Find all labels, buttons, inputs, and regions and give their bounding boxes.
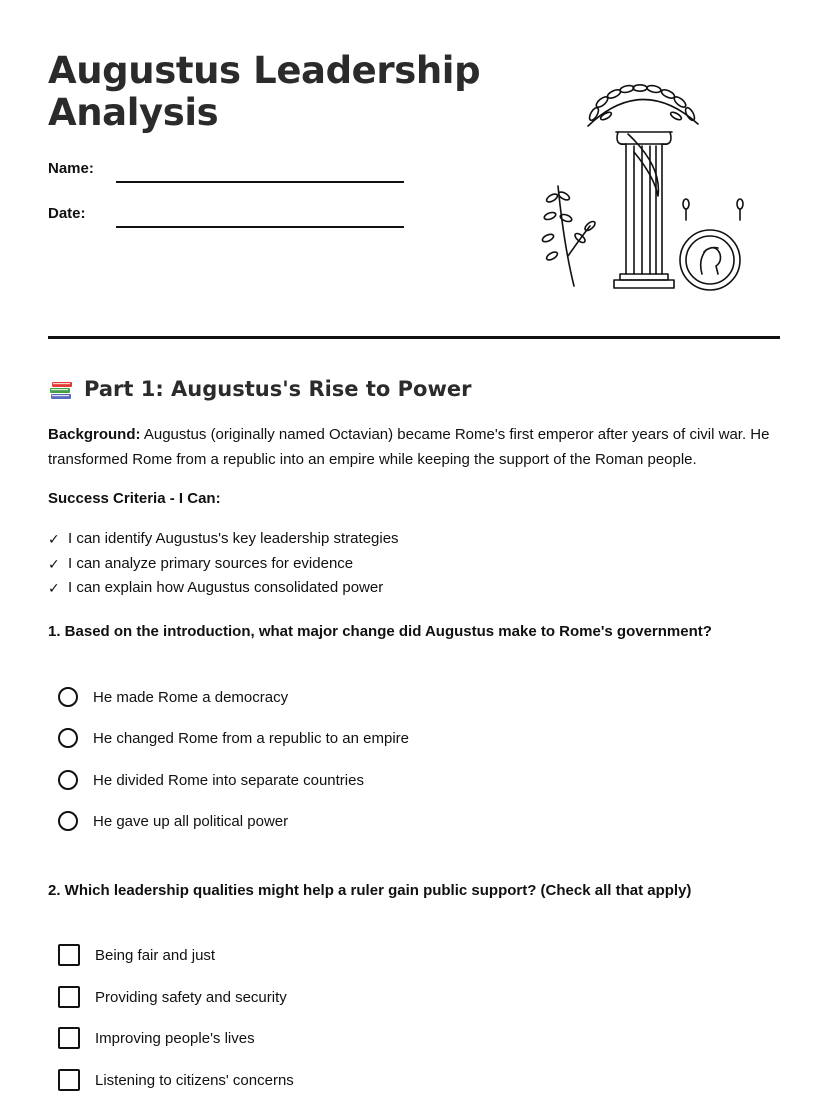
name-field[interactable] bbox=[116, 181, 404, 183]
criteria-item bbox=[48, 576, 399, 601]
books-icon bbox=[48, 376, 74, 402]
checkbox[interactable] bbox=[58, 986, 80, 1008]
checkbox[interactable] bbox=[58, 1069, 80, 1091]
option-label: He gave up all political power bbox=[93, 812, 289, 830]
radio-button[interactable] bbox=[58, 811, 78, 831]
background-paragraph bbox=[48, 422, 788, 472]
question-1-option[interactable] bbox=[58, 770, 364, 790]
date-label: Date: bbox=[48, 205, 86, 222]
criteria-item bbox=[48, 527, 399, 552]
ionic-column-icon bbox=[614, 132, 674, 288]
radio-button[interactable] bbox=[58, 687, 78, 707]
title-line-1: Augustus Leadership bbox=[48, 49, 481, 92]
checkmark-icon: ✓ bbox=[48, 580, 60, 596]
page-title bbox=[48, 50, 480, 134]
part-1-heading bbox=[48, 374, 471, 404]
option-label: He divided Rome into separate countries bbox=[93, 771, 364, 789]
criteria-text: I can explain how Augustus consolidated power bbox=[68, 579, 384, 596]
question-1-option[interactable] bbox=[58, 728, 409, 748]
question-1-option[interactable] bbox=[58, 811, 288, 831]
option-label: Providing safety and security bbox=[95, 988, 287, 1006]
question-2-text: 2. Which leadership qualities might help a ruler gain public support? (Check all that apply) bbox=[48, 882, 692, 899]
background-text: Augustus (originally named Octavian) became Rome's first emperor after years of civil war. He transformed Rome from a republic into an empire while keeping the support of the Roman people. bbox=[48, 426, 770, 468]
background-label: Background: bbox=[48, 426, 141, 443]
checkmark-icon: ✓ bbox=[48, 531, 60, 547]
criteria-text: I can identify Augustus's key leadership strategies bbox=[68, 530, 399, 547]
laurel-wreath-icon bbox=[588, 84, 698, 126]
question-2-option[interactable] bbox=[58, 1027, 255, 1049]
checkbox[interactable] bbox=[58, 944, 80, 966]
success-criteria-title: Success Criteria - I Can: bbox=[48, 490, 221, 507]
part-1-heading-text: Part 1: Augustus's Rise to Power bbox=[84, 377, 472, 401]
option-label: He changed Rome from a republic to an empire bbox=[93, 729, 409, 747]
olive-branch-icon bbox=[541, 186, 596, 286]
roman-column-illustration bbox=[530, 76, 760, 298]
radio-button[interactable] bbox=[58, 770, 78, 790]
date-field[interactable] bbox=[116, 226, 404, 228]
question-1-option[interactable] bbox=[58, 687, 288, 707]
section-divider bbox=[48, 336, 780, 339]
success-criteria-list bbox=[48, 527, 399, 601]
radio-button[interactable] bbox=[58, 728, 78, 748]
question-2-option[interactable] bbox=[58, 986, 287, 1008]
option-label: Improving people's lives bbox=[95, 1029, 255, 1047]
question-1-text: 1. Based on the introduction, what major change did Augustus make to Rome's government? bbox=[48, 623, 712, 640]
checkbox[interactable] bbox=[58, 1027, 80, 1049]
name-label: Name: bbox=[48, 160, 94, 177]
question-2-option[interactable] bbox=[58, 1069, 294, 1091]
question-2-option[interactable] bbox=[58, 944, 215, 966]
roman-coin-icon bbox=[680, 199, 743, 290]
option-label: Being fair and just bbox=[95, 946, 216, 964]
option-label: Listening to citizens' concerns bbox=[95, 1071, 294, 1089]
criteria-item bbox=[48, 552, 399, 577]
criteria-text: I can analyze primary sources for evidence bbox=[68, 554, 354, 572]
title-line-2: Analysis bbox=[48, 91, 219, 134]
checkmark-icon: ✓ bbox=[48, 555, 60, 572]
option-label: He made Rome a democracy bbox=[93, 688, 289, 706]
